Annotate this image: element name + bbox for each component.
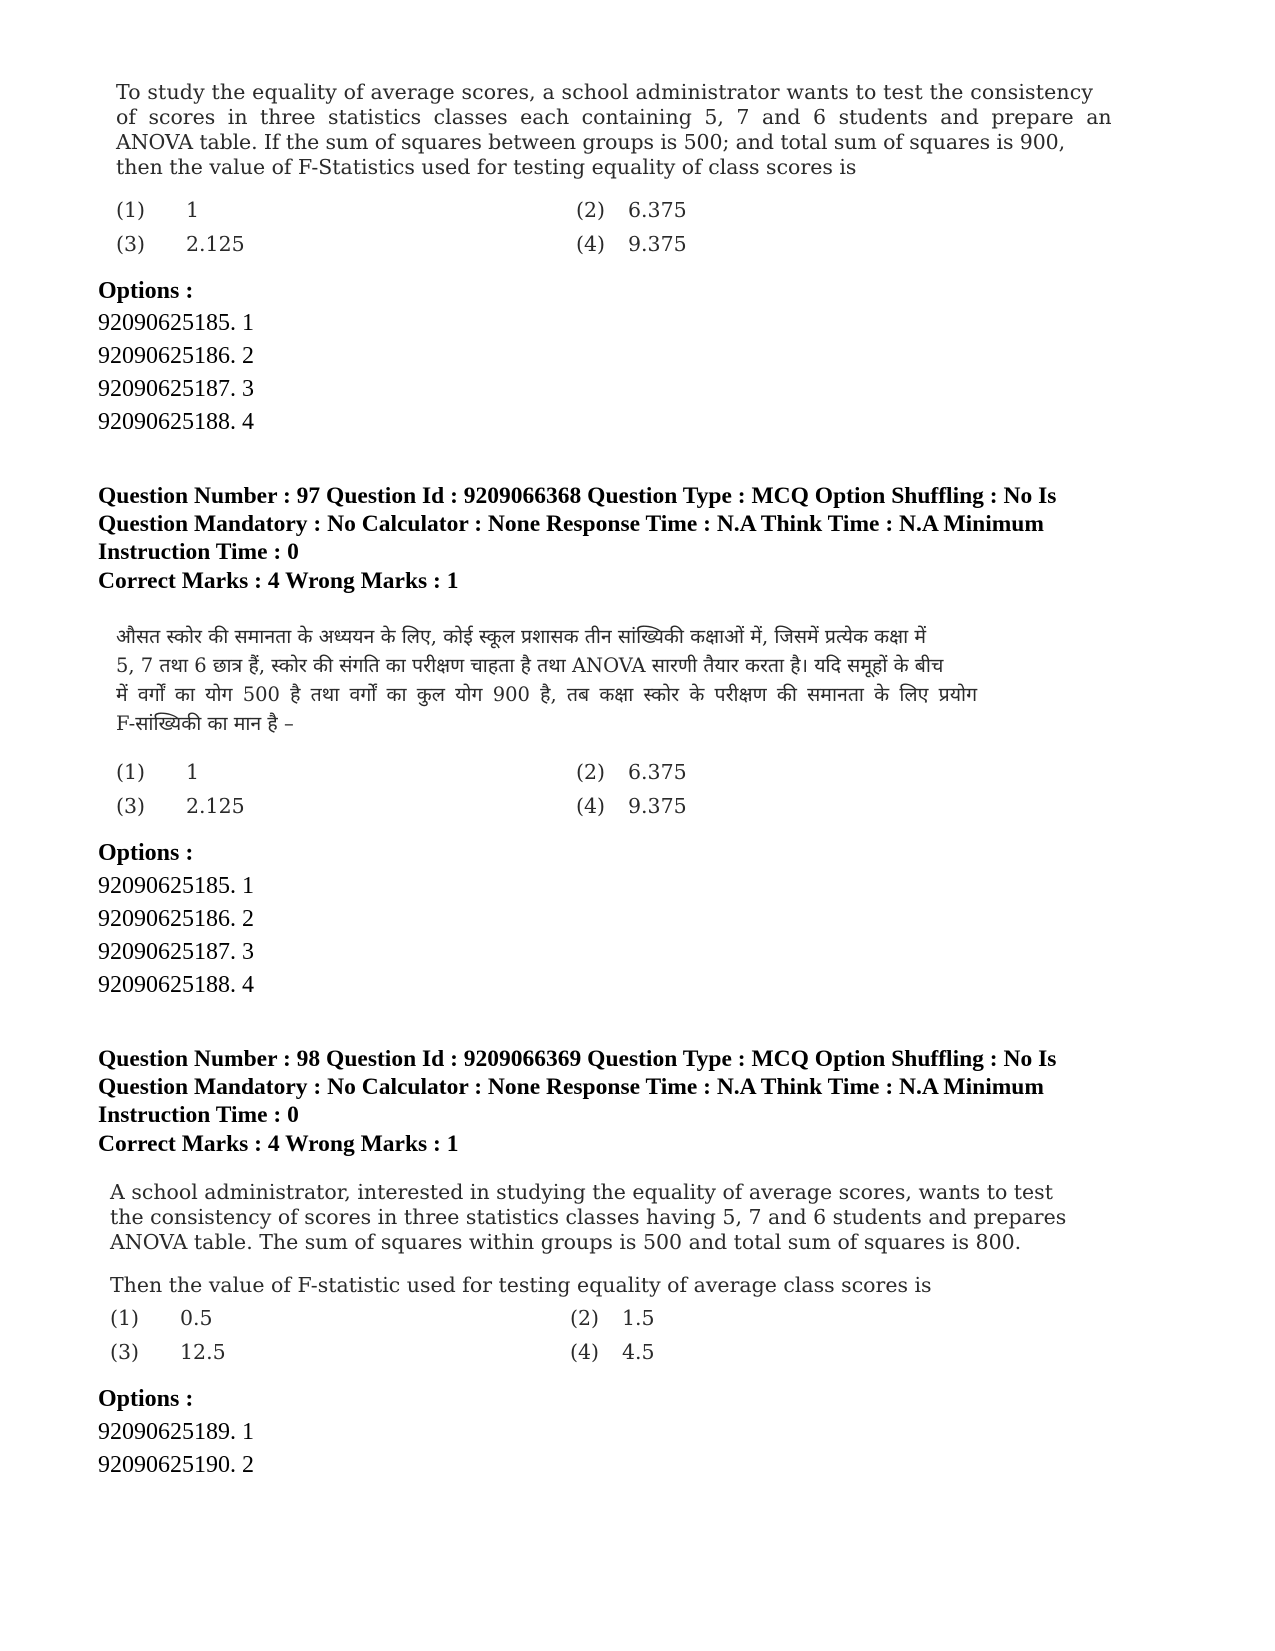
q97-choice-2: (2) 6.375 xyxy=(576,760,687,784)
q97-option-1: 92090625185. 1 xyxy=(98,873,254,899)
q98-choice-3: (3) 12.5 xyxy=(110,1340,226,1364)
q96-options-label: Options : xyxy=(98,278,194,304)
q98-text-line: Then the value of F-statistic used for testing equality of average class scores is xyxy=(110,1273,932,1297)
q98-choice-2: (2) 1.5 xyxy=(570,1306,655,1330)
q97-text-line: 5, 7 तथा 6 छात्र हैं, स्कोर की संगति का परीक्षण चाहता है तथा ANOVA सारणी तैयार करता है। यदि समूहों के बीच xyxy=(116,654,944,677)
q96-text-line: ANOVA table. If the sum of squares between groups is 500; and total sum of squares is 900, xyxy=(116,130,1066,154)
q97-marks: Correct Marks : 4 Wrong Marks : 1 xyxy=(98,568,459,594)
q97-options-label: Options : xyxy=(98,840,194,866)
q97-choice-3: (3) 2.125 xyxy=(116,794,245,818)
q97-meta-line: Question Number : 97 Question Id : 9209066368 Question Type : MCQ Option Shuffling : No Is xyxy=(98,483,1057,509)
q98-option-1: 92090625189. 1 xyxy=(98,1419,254,1445)
q96-text-line: To study the equality of average scores, a school administrator wants to test the consistency xyxy=(116,80,1094,104)
q98-option-2: 92090625190. 2 xyxy=(98,1452,254,1478)
q97-option-2: 92090625186. 2 xyxy=(98,906,254,932)
q97-option-3: 92090625187. 3 xyxy=(98,939,254,965)
q98-choice-1: (1) 0.5 xyxy=(110,1306,213,1330)
q98-meta-line: Instruction Time : 0 xyxy=(98,1102,299,1128)
q97-text-line: औसत स्कोर की समानता के अध्ययन के लिए, कोई स्कूल प्रशासक तीन सांख्यिकी कक्षाओं में, जिसमें प्रत्येक कक्षा में xyxy=(116,625,927,648)
q97-choices xyxy=(116,760,1016,830)
q97-choice-1: (1) 1 xyxy=(116,760,200,784)
q96-text-line: then the value of F-Statistics used for testing equality of class scores is xyxy=(116,155,857,179)
q98-text-line: A school administrator, interested in studying the equality of average scores, wants to test xyxy=(110,1180,1053,1204)
q97-text-line: F-सांख्यिकी का मान है – xyxy=(116,712,294,735)
q96-choice-2: (2) 6.375 xyxy=(576,198,687,222)
q97-meta-line: Question Mandatory : No Calculator : None Response Time : N.A Think Time : N.A Minimum xyxy=(98,511,1044,537)
q98-meta-line: Question Number : 98 Question Id : 9209066369 Question Type : MCQ Option Shuffling : No Is xyxy=(98,1046,1057,1072)
q98-text-line: the consistency of scores in three statistics classes having 5, 7 and 6 students and prepares xyxy=(110,1205,1067,1229)
q98-text-line: ANOVA table. The sum of squares within groups is 500 and total sum of squares is 800. xyxy=(110,1230,1022,1254)
q96-choice-3: (3) 2.125 xyxy=(116,232,245,256)
q97-option-4: 92090625188. 4 xyxy=(98,972,254,998)
q98-meta-line: Question Mandatory : No Calculator : None Response Time : N.A Think Time : N.A Minimum xyxy=(98,1074,1044,1100)
q96-option-1: 92090625185. 1 xyxy=(98,310,254,336)
q98-marks: Correct Marks : 4 Wrong Marks : 1 xyxy=(98,1131,459,1157)
q98-meta xyxy=(98,1045,1188,1129)
q98-choice-4: (4) 4.5 xyxy=(570,1340,655,1364)
q96-option-3: 92090625187. 3 xyxy=(98,376,254,402)
q97-text-line: में वर्गों का योग 500 है तथा वर्गों का कुल योग 900 है, तब कक्षा स्कोर के परीक्षण की समानता के लिए प्रयोग xyxy=(116,683,978,706)
q97-question-image xyxy=(116,622,1041,738)
q96-question-image xyxy=(116,80,1112,180)
q96-choices xyxy=(116,198,1016,268)
q98-question-stem xyxy=(110,1273,1035,1298)
q97-meta xyxy=(98,482,1188,566)
q96-choice-1: (1) 1 xyxy=(116,198,200,222)
q96-option-4: 92090625188. 4 xyxy=(98,409,254,435)
q98-options-label: Options : xyxy=(98,1386,194,1412)
q98-question-image xyxy=(110,1180,1067,1255)
q97-meta-line: Instruction Time : 0 xyxy=(98,539,299,565)
q96-text-line: of scores in three statistics classes each containing 5, 7 and 6 students and prepare an xyxy=(116,105,1112,129)
q97-choice-4: (4) 9.375 xyxy=(576,794,687,818)
q96-option-2: 92090625186. 2 xyxy=(98,343,254,369)
q98-choices xyxy=(110,1306,1010,1376)
q96-choice-4: (4) 9.375 xyxy=(576,232,687,256)
